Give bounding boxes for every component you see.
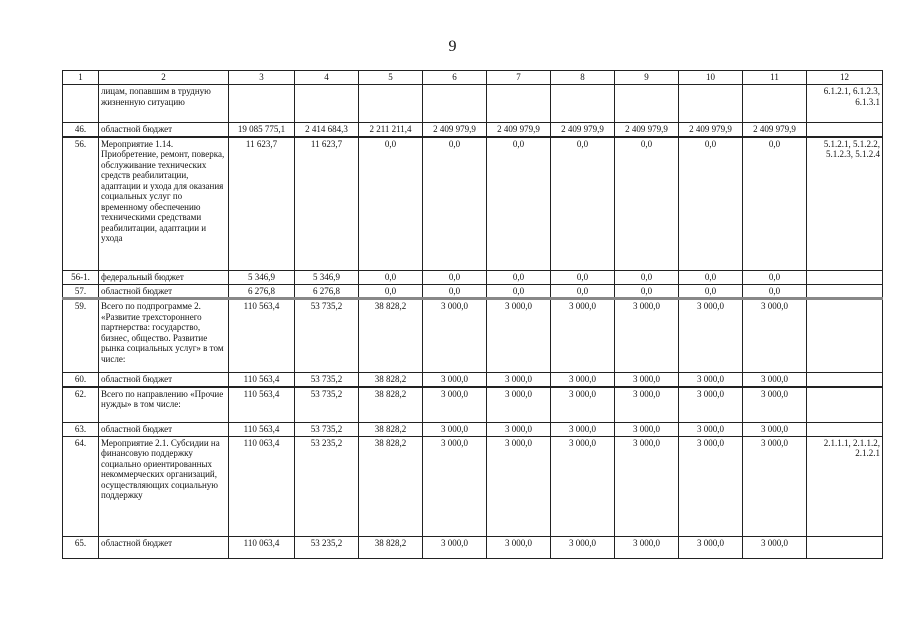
- value-cell: 53 735,2: [295, 423, 359, 437]
- table-row: [63, 284, 883, 299]
- value-cell: [423, 85, 487, 123]
- value-cell: 2 414 684,3: [295, 123, 359, 137]
- value-cell: 3 000,0: [487, 536, 551, 558]
- value-cell: 5 346,9: [229, 271, 295, 285]
- table-row: [63, 137, 883, 271]
- value-cell: 38 828,2: [359, 299, 423, 373]
- value-cell: 3 000,0: [743, 436, 807, 536]
- value-cell: 38 828,2: [359, 373, 423, 387]
- value-cell: 3 000,0: [551, 299, 615, 373]
- row-index: 63.: [63, 423, 99, 437]
- row-code: 2.1.1.1, 2.1.1.2, 2.1.2.1: [807, 436, 883, 536]
- value-cell: 2 409 979,9: [423, 123, 487, 137]
- value-cell: 0,0: [423, 271, 487, 285]
- header-row: [63, 71, 883, 85]
- row-name: федеральный бюджет: [99, 271, 229, 285]
- value-cell: 2 409 979,9: [743, 123, 807, 137]
- row-name: Всего по подпрограмме 2. «Развитие трехстороннего партнерства: государство, бизнес, общество. Развитие рынка социальных услуг» в том числе:: [99, 299, 229, 373]
- row-code: [807, 271, 883, 285]
- value-cell: 3 000,0: [743, 299, 807, 373]
- value-cell: [551, 85, 615, 123]
- table-row: [63, 536, 883, 558]
- value-cell: 110 563,4: [229, 387, 295, 423]
- value-cell: 53 235,2: [295, 436, 359, 536]
- value-cell: 0,0: [551, 284, 615, 299]
- value-cell: 3 000,0: [743, 387, 807, 423]
- row-code: 5.1.2.1, 5.1.2.2, 5.1.2.3, 5.1.2.4: [807, 137, 883, 271]
- value-cell: [679, 85, 743, 123]
- value-cell: 3 000,0: [487, 387, 551, 423]
- value-cell: 2 409 979,9: [615, 123, 679, 137]
- value-cell: 3 000,0: [679, 436, 743, 536]
- value-cell: 0,0: [487, 284, 551, 299]
- value-cell: 3 000,0: [551, 373, 615, 387]
- value-cell: 0,0: [551, 271, 615, 285]
- value-cell: 110 563,4: [229, 299, 295, 373]
- header-cell: 9: [615, 71, 679, 85]
- row-index: 56.: [63, 137, 99, 271]
- value-cell: 38 828,2: [359, 423, 423, 437]
- value-cell: 110 563,4: [229, 423, 295, 437]
- table-row: [63, 271, 883, 285]
- budget-table: [62, 70, 883, 559]
- row-name: Мероприятие 1.14. Приобретение, ремонт, поверка, обслуживание технических средств реабилитации, адаптации и ухода для оказания социальных услуг по временному обеспечению техническими средствами реабилитации, адаптации и ухода: [99, 137, 229, 271]
- row-code: [807, 299, 883, 373]
- value-cell: 3 000,0: [615, 536, 679, 558]
- value-cell: 53 235,2: [295, 536, 359, 558]
- value-cell: 0,0: [615, 137, 679, 271]
- value-cell: 3 000,0: [679, 387, 743, 423]
- row-index: 59.: [63, 299, 99, 373]
- value-cell: 3 000,0: [423, 373, 487, 387]
- value-cell: 0,0: [551, 137, 615, 271]
- header-cell: 7: [487, 71, 551, 85]
- row-code: [807, 423, 883, 437]
- value-cell: 0,0: [743, 137, 807, 271]
- header-cell: 2: [99, 71, 229, 85]
- value-cell: 38 828,2: [359, 536, 423, 558]
- header-cell: 10: [679, 71, 743, 85]
- value-cell: 38 828,2: [359, 387, 423, 423]
- value-cell: 3 000,0: [423, 387, 487, 423]
- row-code: 6.1.2.1, 6.1.2.3, 6.1.3.1: [807, 85, 883, 123]
- value-cell: 0,0: [615, 284, 679, 299]
- value-cell: 3 000,0: [551, 387, 615, 423]
- header-cell: 11: [743, 71, 807, 85]
- table-row: [63, 387, 883, 423]
- table-row: [63, 85, 883, 123]
- header-cell: 6: [423, 71, 487, 85]
- row-name: Мероприятие 2.1. Субсидии на финансовую поддержку социально ориентированных некоммерческих организаций, осуществляющих социальную поддержку: [99, 436, 229, 536]
- value-cell: 0,0: [359, 137, 423, 271]
- header-cell: 8: [551, 71, 615, 85]
- value-cell: 3 000,0: [615, 387, 679, 423]
- header-cell: 1: [63, 71, 99, 85]
- value-cell: 3 000,0: [679, 423, 743, 437]
- table-row: [63, 436, 883, 536]
- value-cell: 3 000,0: [551, 423, 615, 437]
- value-cell: 3 000,0: [487, 299, 551, 373]
- row-code: [807, 123, 883, 137]
- value-cell: 3 000,0: [615, 299, 679, 373]
- value-cell: 11 623,7: [229, 137, 295, 271]
- row-index: 56-1.: [63, 271, 99, 285]
- header-cell: 12: [807, 71, 883, 85]
- value-cell: 0,0: [487, 137, 551, 271]
- value-cell: 3 000,0: [743, 536, 807, 558]
- value-cell: [487, 85, 551, 123]
- value-cell: 0,0: [359, 284, 423, 299]
- row-code: [807, 387, 883, 423]
- value-cell: 3 000,0: [743, 423, 807, 437]
- value-cell: 0,0: [423, 137, 487, 271]
- row-index: [63, 85, 99, 123]
- row-index: 65.: [63, 536, 99, 558]
- value-cell: 2 211 211,4: [359, 123, 423, 137]
- value-cell: 6 276,8: [229, 284, 295, 299]
- row-name: областной бюджет: [99, 373, 229, 387]
- value-cell: 3 000,0: [423, 299, 487, 373]
- value-cell: 11 623,7: [295, 137, 359, 271]
- value-cell: [743, 85, 807, 123]
- value-cell: 19 085 775,1: [229, 123, 295, 137]
- row-name: областной бюджет: [99, 284, 229, 299]
- value-cell: 3 000,0: [615, 436, 679, 536]
- value-cell: 110 063,4: [229, 536, 295, 558]
- value-cell: 0,0: [487, 271, 551, 285]
- row-name: областной бюджет: [99, 423, 229, 437]
- value-cell: 0,0: [743, 284, 807, 299]
- value-cell: 0,0: [679, 137, 743, 271]
- header-cell: 4: [295, 71, 359, 85]
- row-index: 62.: [63, 387, 99, 423]
- value-cell: [359, 85, 423, 123]
- value-cell: 5 346,9: [295, 271, 359, 285]
- row-index: 57.: [63, 284, 99, 299]
- value-cell: 53 735,2: [295, 299, 359, 373]
- value-cell: 0,0: [679, 284, 743, 299]
- value-cell: 6 276,8: [295, 284, 359, 299]
- value-cell: 3 000,0: [487, 423, 551, 437]
- value-cell: 3 000,0: [423, 436, 487, 536]
- value-cell: 2 409 979,9: [679, 123, 743, 137]
- row-name: лицам, попавшим в трудную жизненную ситуацию: [99, 85, 229, 123]
- value-cell: 3 000,0: [423, 536, 487, 558]
- value-cell: 2 409 979,9: [551, 123, 615, 137]
- row-name: областной бюджет: [99, 536, 229, 558]
- value-cell: 3 000,0: [551, 436, 615, 536]
- table-row: [63, 423, 883, 437]
- row-index: 64.: [63, 436, 99, 536]
- row-code: [807, 536, 883, 558]
- value-cell: 0,0: [615, 271, 679, 285]
- table-row: [63, 373, 883, 387]
- value-cell: 3 000,0: [615, 423, 679, 437]
- value-cell: 3 000,0: [679, 536, 743, 558]
- value-cell: 53 735,2: [295, 373, 359, 387]
- row-index: 46.: [63, 123, 99, 137]
- value-cell: 0,0: [743, 271, 807, 285]
- value-cell: 3 000,0: [743, 373, 807, 387]
- value-cell: 2 409 979,9: [487, 123, 551, 137]
- value-cell: 3 000,0: [423, 423, 487, 437]
- table-row: [63, 123, 883, 137]
- page-number: 9: [448, 38, 457, 55]
- row-name: областной бюджет: [99, 123, 229, 137]
- table-row: [63, 299, 883, 373]
- value-cell: 110 063,4: [229, 436, 295, 536]
- value-cell: 0,0: [679, 271, 743, 285]
- value-cell: 0,0: [423, 284, 487, 299]
- value-cell: 3 000,0: [679, 299, 743, 373]
- header-cell: 3: [229, 71, 295, 85]
- value-cell: 3 000,0: [487, 373, 551, 387]
- value-cell: 53 735,2: [295, 387, 359, 423]
- value-cell: 3 000,0: [679, 373, 743, 387]
- header-cell: 5: [359, 71, 423, 85]
- value-cell: [229, 85, 295, 123]
- value-cell: 38 828,2: [359, 436, 423, 536]
- value-cell: 3 000,0: [487, 436, 551, 536]
- row-code: [807, 373, 883, 387]
- value-cell: 110 563,4: [229, 373, 295, 387]
- value-cell: 0,0: [359, 271, 423, 285]
- row-index: 60.: [63, 373, 99, 387]
- value-cell: [615, 85, 679, 123]
- value-cell: 3 000,0: [615, 373, 679, 387]
- row-name: Всего по направлению «Прочие нужды» в том числе:: [99, 387, 229, 423]
- row-code: [807, 284, 883, 299]
- value-cell: [295, 85, 359, 123]
- value-cell: 3 000,0: [551, 536, 615, 558]
